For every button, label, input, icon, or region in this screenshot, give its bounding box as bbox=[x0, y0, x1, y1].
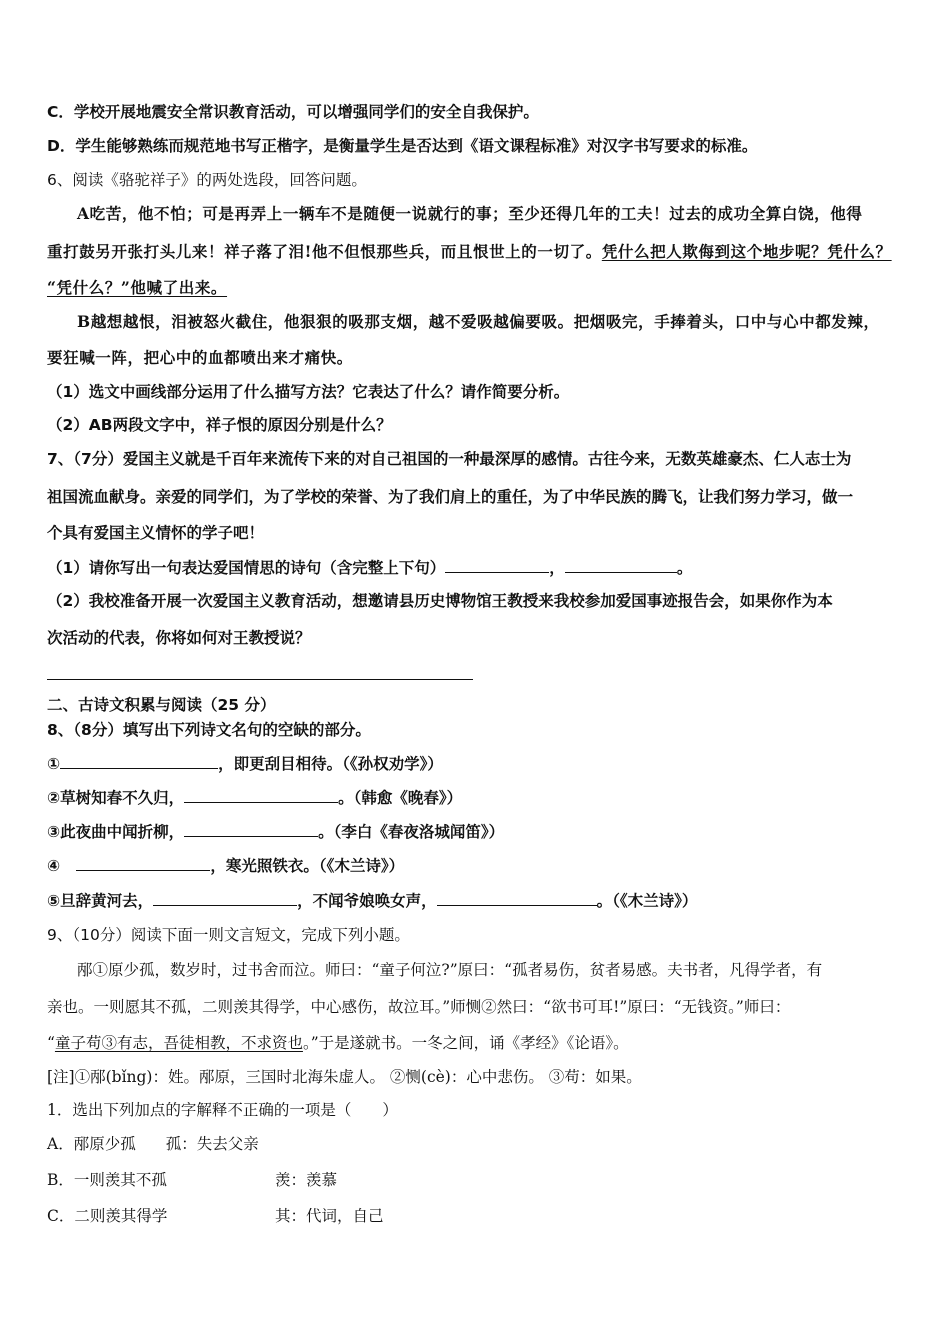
option-b bbox=[47, 1169, 167, 1191]
option-d: D．学生能够熟练而规范地书写正楷字，是衡量学生是否达到《语文课程标准》对汉字书写要求的标准。 bbox=[47, 137, 758, 155]
question-8-item-4 bbox=[47, 854, 404, 877]
answer-blank[interactable] bbox=[153, 889, 297, 906]
question-7-sub-1 bbox=[47, 556, 692, 579]
question-8-item-5 bbox=[47, 889, 697, 912]
period: 。 bbox=[676, 559, 693, 577]
answer-line[interactable] bbox=[47, 679, 473, 680]
question-7-line-2: 祖国流血献身。亲爱的同学们，为了学校的荣誉、为了我们肩上的重任，为了中华民族的腾飞，让我们努力学习，做一 bbox=[47, 488, 854, 506]
annotation-note: [注]①邴(bǐng)：姓。邴原，三国时北海朱虚人。 ②恻(cè)：心中悲伤。 ③苟：如果。 bbox=[47, 1068, 642, 1086]
section-2-heading: 二、古诗文积累与阅读（25 分） bbox=[47, 696, 276, 714]
option-b-text: B．一则羡其不孤 bbox=[47, 1171, 167, 1189]
option-a-explanation: 孤：失去父亲 bbox=[165, 1135, 259, 1153]
passage-a-line-3 bbox=[47, 277, 227, 299]
passage-a-line-1: A吃苦，他不怕；可是再弄上一辆车不是随便一说就行的事；至少还得几年的工夫！过去的成功全算白饶，他得 bbox=[77, 204, 863, 223]
option-c-classical bbox=[47, 1205, 167, 1227]
item-number: ① bbox=[47, 755, 61, 773]
question-6-sub-1: （1）选文中画线部分运用了什么描写方法？它表达了什么？请作简要分析。 bbox=[47, 383, 570, 401]
question-7-sub-2-line-1: （2）我校准备开展一次爱国主义教育活动，想邀请县历史博物馆王教授来我校参加爱国事迹报告会，如果你作为本 bbox=[47, 592, 833, 610]
item-text: 。（《木兰诗》） bbox=[596, 892, 698, 910]
answer-blank[interactable] bbox=[60, 752, 218, 769]
answer-blank[interactable] bbox=[76, 854, 210, 871]
question-9-sub-1: 1．选出下列加点的字解释不正确的一项是（ ） bbox=[47, 1101, 398, 1119]
classical-text-line-3 bbox=[47, 1032, 629, 1054]
option-a-text: A．邴原少孤 bbox=[47, 1135, 136, 1153]
item-text: ⑤旦辞黄河去， bbox=[47, 892, 154, 910]
quote-mark: “ bbox=[47, 1034, 55, 1052]
option-c: C．学校开展地震安全常识教育活动，可以增强同学们的安全自我保护。 bbox=[47, 103, 539, 121]
item-number: ④ bbox=[47, 857, 61, 875]
item-text: ③此夜曲中闻折柳， bbox=[47, 823, 185, 841]
question-8-item-3 bbox=[47, 820, 504, 843]
item-text: ，不闻爷娘唤女声， bbox=[297, 892, 437, 910]
answer-blank[interactable] bbox=[184, 820, 318, 837]
item-text: ②草树知春不久归， bbox=[47, 789, 185, 807]
text-rest: 。”于是遂就书。一冬之间，诵《孝经》《论语》。 bbox=[302, 1034, 629, 1052]
answer-blank[interactable] bbox=[445, 556, 549, 573]
option-b-explanation: 羡：羡慕 bbox=[275, 1171, 338, 1189]
separator: ， bbox=[549, 559, 565, 577]
question-7-sub-2-line-2: 次活动的代表，你将如何对王教授说？ bbox=[47, 629, 311, 647]
passage-a-plain: 重打鼓另开张打头儿来！祥子落了泪!他不但恨那些兵，而且恨世上的一切了。 bbox=[47, 242, 602, 261]
passage-b-line-1: B越想越恨，泪被怒火截住，他狠狠的吸那支烟，越不爱吸越偏要吸。把烟吸完，手捧着头，口中与心中都发辣， bbox=[77, 312, 880, 331]
passage-a-underlined-2: “凭什么？”他喊了出来。 bbox=[47, 278, 228, 297]
item-text: 。（李白《春夜洛城闻笛》） bbox=[318, 823, 505, 841]
question-6-title: 6、阅读《骆驼祥子》的两处选段，回答问题。 bbox=[47, 171, 367, 189]
answer-blank[interactable] bbox=[565, 556, 677, 573]
option-a bbox=[47, 1133, 259, 1155]
question-8-item-1 bbox=[47, 752, 443, 775]
answer-blank[interactable] bbox=[184, 786, 338, 803]
option-c-explanation: 其：代词，自己 bbox=[275, 1207, 384, 1225]
question-7-sub-1-text: （1）请你写出一句表达爱国情思的诗句（含完整上下句） bbox=[47, 559, 446, 577]
question-6-sub-2: （2）AB两段文字中，祥子恨的原因分别是什么？ bbox=[47, 416, 392, 434]
question-8-item-2 bbox=[47, 786, 462, 809]
passage-b-line-2: 要狂喊一阵，把心中的血都喷出来才痛快。 bbox=[47, 348, 353, 367]
item-text: ，寒光照铁衣。（《木兰诗》） bbox=[210, 857, 405, 875]
option-c-text: C．二则羡其得学 bbox=[47, 1207, 168, 1225]
question-7-line-3: 个具有爱国主义情怀的学子吧！ bbox=[47, 524, 265, 542]
item-text: ，即更刮目相待。（《孙权劝学》） bbox=[218, 755, 443, 773]
classical-text-line-2: 亲也。一则愿其不孤，二则羡其得学，中心感伤，故泣耳。”师恻②然曰：“欲书可耳!”原曰：“无钱资。”师曰： bbox=[47, 998, 791, 1016]
question-9-title: 9、（10分）阅读下面一则文言短文，完成下列小题。 bbox=[47, 926, 410, 944]
question-7-line-1: 7、（7分）爱国主义就是千百年来流传下来的对自己祖国的一种最深厚的感情。古往今来，无数英雄豪杰、仁人志士为 bbox=[47, 450, 852, 468]
question-8-title: 8、（8分）填写出下列诗文名句的空缺的部分。 bbox=[47, 721, 371, 739]
answer-blank[interactable] bbox=[437, 889, 597, 906]
underlined-sentence: 童子苟③有志，吾徒相教，不求资也 bbox=[54, 1034, 303, 1052]
item-text: 。（韩愈《晚春》） bbox=[338, 789, 463, 807]
passage-a-line-2 bbox=[47, 241, 892, 263]
passage-a-underlined: 凭什么把人欺侮到这个地步呢？凭什么？ bbox=[601, 242, 892, 261]
classical-text-line-1: 邴①原少孤，数岁时，过书舍而泣。师曰：“童子何泣?”原曰：“孤者易伤，贫者易感。夫书者，凡得学者，有 bbox=[77, 961, 823, 979]
